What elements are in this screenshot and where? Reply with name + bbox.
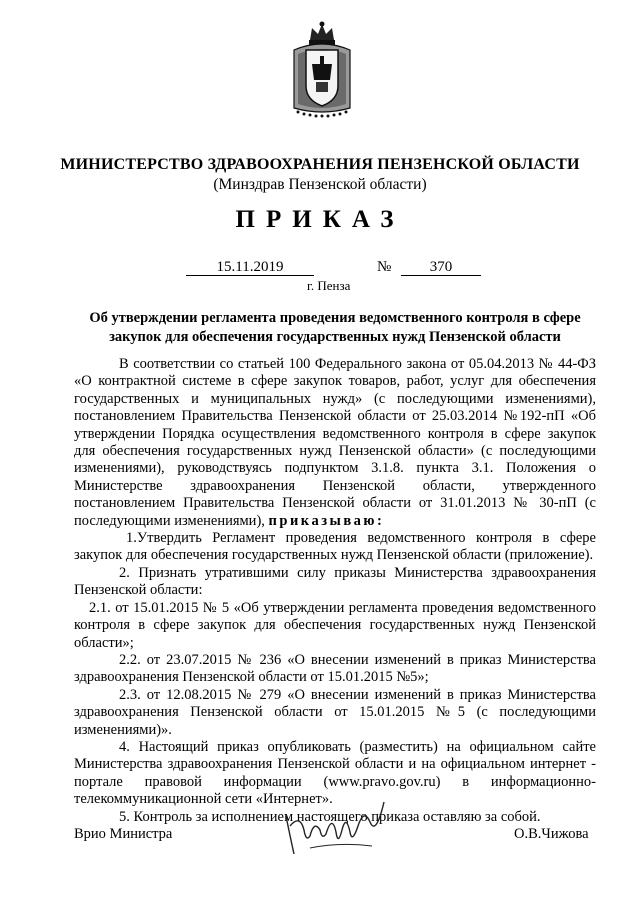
preamble-text: В соответствии со статьей 100 Федерального закона от 05.04.2013 № 44-ФЗ «О контрактной системе в сфере закупок товаров, работ, услуг для обеспечения государственных и муниципальных нужд» (с последующими изменениями), постановлением Правительства Пензенской области от 25.03.2014 №192-пП «Об утверждении Порядка осуществления ведомственного контроля в сфере закупок для обеспечения государственных нужд Пензенской области» (с последующими изменениями), руководствуясь подпунктом 3.1.8. пункта 3.1. Положения о Министерстве здравоохранения Пензенской области, утвержденного постановлением Правительства Пензенской области от 31.01.2013 № 30-пП (с последующими изменениями), bbox=[74, 356, 596, 529]
item-4: 4. Настоящий приказ опубликовать (разместить) на официальном сайте Министерства здравоохранения Пензенской области и на официальном интернет - портале правовой информации (www.pravo.gov.ru) в информационно-телекоммуникационной сети «Интернет». bbox=[74, 738, 596, 808]
number-sign: № bbox=[377, 259, 392, 275]
document-type-title: ПРИКАЗ bbox=[235, 206, 405, 233]
ministry-short-name: (Минздрав Пензенской области) bbox=[213, 176, 427, 193]
item-5: 5. Контроль за исполнением настоящего приказа оставляю за собой. bbox=[119, 808, 541, 825]
subject-line-2: закупок для обеспечения государственных нужд Пензенской области bbox=[109, 329, 561, 345]
issue-city: г. Пенза bbox=[307, 278, 351, 293]
item-2-1: 2.1. от 15.01.2015 № 5 «Об утверждении регламента проведения ведомственного контроля в сфере закупок для обеспечения государственных нужд Пензенской области»; bbox=[74, 599, 596, 651]
order-number: 370 bbox=[401, 259, 481, 276]
item-2-2: 2.2. от 23.07.2015 № 236 «О внесении изменений в приказ Министерства здравоохранения Пензенской области от 15.01.2015 №5»; bbox=[74, 651, 596, 686]
item-2-3: 2.3. от 12.08.2015 № 279 «О внесении изменений в приказ Министерства здравоохранения Пензенской области от 15.01.2015 №5 (с последующими изменениями)». bbox=[74, 686, 596, 738]
preamble-paragraph bbox=[74, 356, 596, 530]
order-keyword: приказываю: bbox=[268, 512, 385, 529]
ministry-name: МИНИСТЕРСТВО ЗДРАВООХРАНЕНИЯ ПЕНЗЕНСКОЙ ОБЛАСТИ bbox=[60, 156, 580, 173]
order-body bbox=[74, 356, 596, 826]
coat-of-arms-icon bbox=[290, 20, 354, 118]
order-subject bbox=[74, 309, 596, 347]
item-1: 1.Утвердить Регламент проведения ведомственного контроля в сфере закупок для обеспечения государственных нужд Пензенской области (приложение). bbox=[74, 530, 596, 564]
item-2: 2. Признать утратившими силу приказы Министерства здравоохранения Пензенской области: bbox=[74, 564, 596, 599]
signatory-name: О.В.Чижова bbox=[514, 826, 589, 842]
signatory-title: Врио Министра bbox=[74, 826, 173, 842]
subject-line-1: Об утверждении регламента проведения ведомственного контроля в сфере bbox=[89, 310, 581, 326]
order-date: 15.11.2019 bbox=[186, 259, 314, 276]
handwritten-signature-icon bbox=[280, 796, 390, 860]
